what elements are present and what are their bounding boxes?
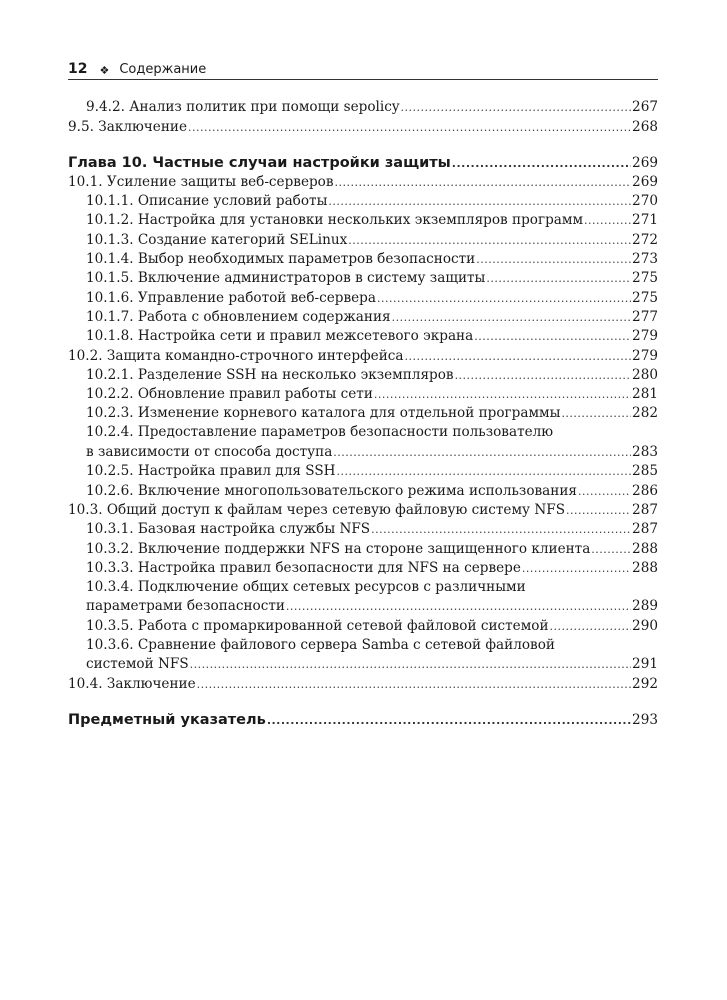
toc-entry-page: 275 xyxy=(632,270,658,287)
toc-entry-label: 10.1. Усиление защиты веб-серверов xyxy=(68,173,334,190)
toc-entry-label: 10.2.5. Настройка правил для SSH xyxy=(86,463,336,480)
toc-entry-label: 10.1.7. Работа с обновлением содержания xyxy=(86,308,391,325)
toc-entry-page: 286 xyxy=(632,482,658,499)
toc-entry[interactable] xyxy=(68,366,658,385)
toc-entry-label: 10.1.3. Создание категорий SELinux xyxy=(86,231,348,248)
leader-dots xyxy=(522,559,631,578)
leader-dots xyxy=(377,289,631,308)
leader-dots xyxy=(591,540,631,559)
toc-entry-page: 288 xyxy=(632,559,658,576)
toc-entry[interactable] xyxy=(68,346,658,365)
leader-dots xyxy=(374,385,631,404)
toc-entry-label: 10.2.6. Включение многопользовательского режима использования xyxy=(86,482,577,499)
running-header xyxy=(68,58,658,80)
toc-entry-label: системой NFS xyxy=(86,656,189,673)
toc-entry[interactable] xyxy=(68,674,658,693)
toc-entry-page: 293 xyxy=(632,711,658,728)
toc-entry[interactable] xyxy=(68,520,658,539)
toc-entry-page: 283 xyxy=(632,444,658,461)
leader-dots xyxy=(267,711,631,730)
toc-entry-label: 10.2.1. Разделение SSH на несколько экземпляров xyxy=(86,366,454,383)
toc-entry-label: 10.3.1. Базовая настройка службы NFS xyxy=(86,521,371,538)
table-of-contents xyxy=(68,98,658,730)
toc-entry-page: 288 xyxy=(632,540,658,557)
toc-entry[interactable] xyxy=(68,230,658,249)
toc-entry[interactable] xyxy=(68,539,658,558)
toc-entry-line1[interactable]: 10.2.4. Предоставление параметров безопасности пользователю xyxy=(86,424,554,441)
toc-entry-label: параметрами безопасности xyxy=(86,598,285,615)
toc-entry[interactable] xyxy=(68,404,658,423)
toc-entry-page: 275 xyxy=(632,289,658,306)
toc-entry[interactable] xyxy=(68,173,658,192)
toc-entry[interactable] xyxy=(68,385,658,404)
toc-entry-page: 272 xyxy=(632,231,658,248)
toc-entry[interactable] xyxy=(68,288,658,307)
toc-entry-label: 10.2.2. Обновление правил работы сети xyxy=(86,386,373,403)
toc-entry[interactable] xyxy=(68,597,658,616)
toc-entry-page: 279 xyxy=(632,347,658,364)
toc-chapter-heading[interactable] xyxy=(68,151,658,173)
leader-dots xyxy=(566,501,631,520)
toc-entry-label: Предметный указатель xyxy=(68,711,266,728)
toc-entry-label: 10.3.2. Включение поддержки NFS на стороне защищенного клиента xyxy=(86,540,591,557)
toc-entry-page: 271 xyxy=(632,212,658,229)
toc-entry-label: 10.1.8. Настройка сети и правил межсетевого экрана xyxy=(86,328,474,345)
toc-entry-page: 269 xyxy=(632,154,658,171)
toc-entry-page: 282 xyxy=(632,405,658,422)
toc-entry[interactable] xyxy=(68,250,658,269)
toc-entry-page: 289 xyxy=(632,598,658,615)
leader-dots xyxy=(476,250,631,269)
toc-entry[interactable] xyxy=(68,117,658,136)
toc-entry-label: 10.3.5. Работа с промаркированной сетевой файловой системой xyxy=(86,617,549,634)
toc-entry[interactable] xyxy=(68,192,658,211)
toc-entry-label: 9.4.2. Анализ политик при помощи sepolicy xyxy=(86,99,400,116)
toc-entry-page: 277 xyxy=(632,308,658,325)
toc-entry-page: 287 xyxy=(632,501,658,518)
toc-entry-label: 10.1.1. Описание условий работы xyxy=(86,193,328,210)
toc-entry-line1[interactable]: 10.3.4. Подключение общих сетевых ресурсов с различными xyxy=(86,578,526,595)
toc-entry-label: 10.1.2. Настройка для установки нескольких экземпляров программ xyxy=(86,212,584,229)
leader-dots xyxy=(452,154,631,173)
toc-entry-page: 273 xyxy=(632,251,658,268)
page-number: 12 xyxy=(68,61,88,77)
toc-entry-page: 291 xyxy=(632,656,658,673)
leader-dots xyxy=(348,231,631,250)
toc-entry[interactable] xyxy=(68,616,658,635)
toc-entry-label: 10.3.3. Настройка правил безопасности для NFS на сервере xyxy=(86,559,521,576)
leader-dots xyxy=(474,327,631,346)
toc-entry-label: 9.5. Заключение xyxy=(68,118,187,135)
toc-entry-label: 10.4. Заключение xyxy=(68,675,196,692)
toc-entry-label: Глава 10. Частные случаи настройки защиты xyxy=(68,154,451,171)
leader-dots xyxy=(404,347,631,366)
leader-dots xyxy=(392,308,631,327)
toc-entry-label: 10.1.4. Выбор необходимых параметров безопасности xyxy=(86,251,476,268)
leader-dots xyxy=(401,98,632,117)
toc-entry-label: 10.2. Защита командно-строчного интерфейса xyxy=(68,347,404,364)
toc-entry-page: 280 xyxy=(632,366,658,383)
toc-entry[interactable] xyxy=(68,443,658,462)
toc-entry-page: 269 xyxy=(632,173,658,190)
toc-entry[interactable] xyxy=(68,559,658,578)
leader-dots xyxy=(188,118,631,137)
toc-entry-page: 290 xyxy=(632,617,658,634)
leader-dots xyxy=(584,211,631,230)
toc-entry[interactable] xyxy=(68,462,658,481)
leader-dots xyxy=(550,617,632,636)
toc-entry-page: 268 xyxy=(632,118,658,135)
leader-dots xyxy=(371,520,631,539)
leader-dots xyxy=(190,655,631,674)
toc-entry[interactable] xyxy=(68,269,658,288)
toc-entry-line1[interactable]: 10.3.6. Сравнение файлового сервера Samba с сетевой файловой xyxy=(86,636,555,653)
ornament-icon: ❖ xyxy=(99,64,110,77)
toc-entry-page: 285 xyxy=(632,463,658,480)
leader-dots xyxy=(561,404,631,423)
toc-entry-label: 10.2.3. Изменение корневого каталога для отдельной программы xyxy=(86,405,561,422)
toc-entry-page: 292 xyxy=(632,675,658,692)
toc-entry-page: 279 xyxy=(632,328,658,345)
toc-entry-label: в зависимости от способа доступа xyxy=(86,444,333,461)
leader-dots xyxy=(486,269,631,288)
toc-entry[interactable] xyxy=(68,501,658,520)
leader-dots xyxy=(197,675,631,694)
toc-entry-label: 10.1.5. Включение администраторов в систему защиты xyxy=(86,270,486,287)
toc-entry[interactable] xyxy=(68,655,658,674)
toc-entry-page: 281 xyxy=(632,386,658,403)
toc-entry-label: 10.3. Общий доступ к файлам через сетевую файловую систему NFS xyxy=(68,501,566,518)
toc-entry-label: 10.1.6. Управление работой веб-сервера xyxy=(86,289,376,306)
leader-dots xyxy=(337,462,632,481)
leader-dots xyxy=(335,173,632,192)
toc-chapter-heading[interactable] xyxy=(68,708,658,730)
toc-entry-page: 267 xyxy=(632,99,658,116)
leader-dots xyxy=(455,366,631,385)
running-title: Содержание xyxy=(119,62,207,77)
leader-dots xyxy=(286,597,631,616)
toc-entry[interactable] xyxy=(68,211,658,230)
toc-entry[interactable] xyxy=(68,308,658,327)
toc-entry[interactable] xyxy=(68,481,658,500)
toc-entry[interactable] xyxy=(68,98,658,117)
leader-dots xyxy=(328,192,631,211)
toc-entry[interactable] xyxy=(68,327,658,346)
leader-dots xyxy=(333,443,631,462)
leader-dots xyxy=(578,482,631,501)
toc-entry-page: 287 xyxy=(632,521,658,538)
toc-entry-page: 270 xyxy=(632,193,658,210)
